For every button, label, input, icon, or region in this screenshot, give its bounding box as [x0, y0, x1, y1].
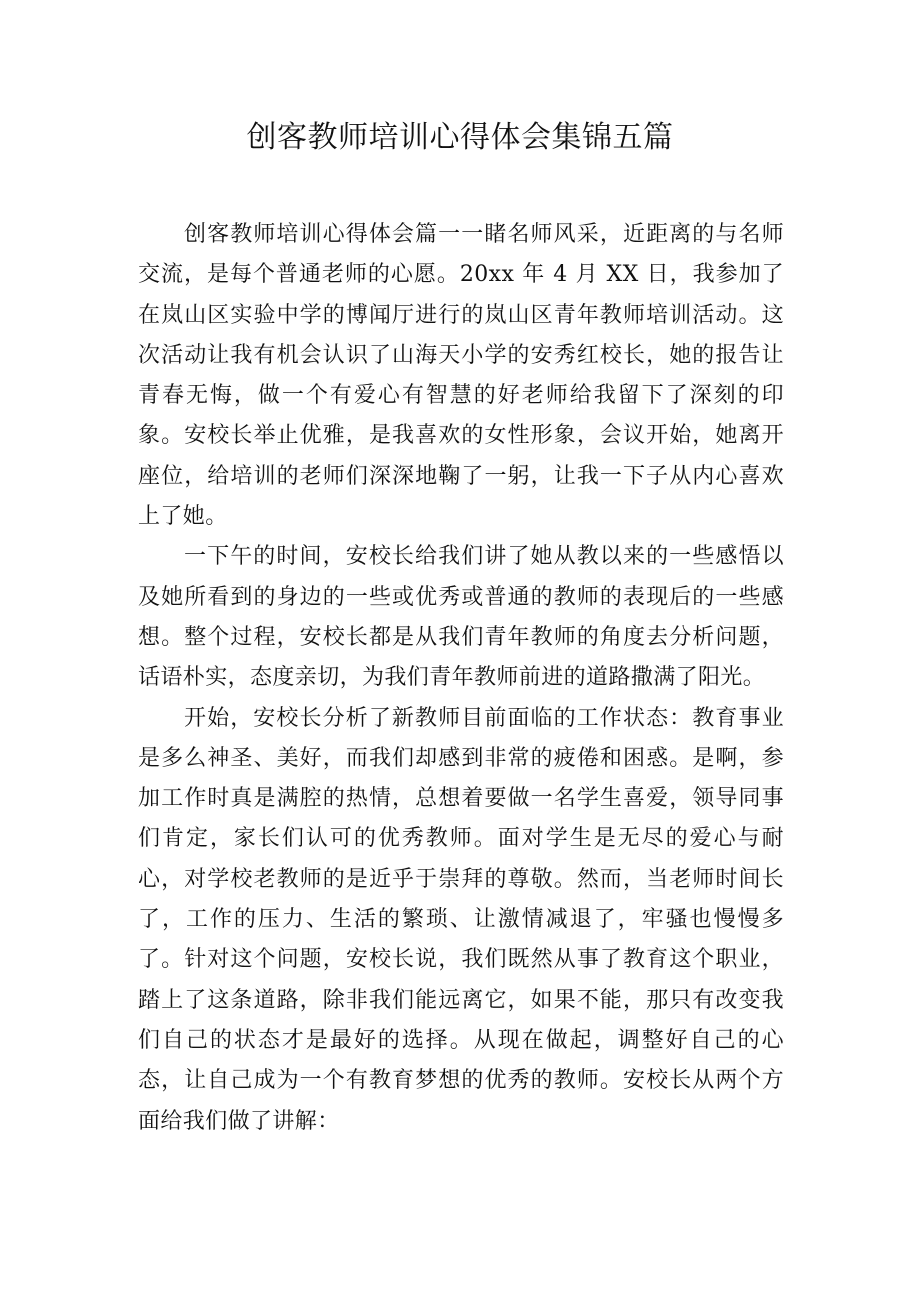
paragraph-1: 创客教师培训心得体会篇一一睹名师风采，近距离的与名师交流，是每个普通老师的心愿。20xx 年 4 月 XX 日，我参加了在岚山区实验中学的博闻厅进行的岚山区青年教师培训活动。这次活动让我有机会认识了山海天小学的安秀红校长，她的报告让青春无悔，做一个有爱心有智慧的好老师给我留下了深刻的印象。安校长举止优雅，是我喜欢的女性形象，会议开始，她离开座位，给培训的老师们深深地鞠了一躬，让我一下子从内心喜欢上了她。 [138, 222, 784, 530]
document-title: 创客教师培训心得体会集锦五篇 [246, 120, 674, 155]
paragraph-2: 一下午的时间，安校长给我们讲了她从教以来的一些感悟以及她所看到的身边的一些或优秀或普通的教师的表现后的一些感想。整个过程，安校长都是从我们青年教师的角度去分析问题，话语朴实，态度亲切，为我们青年教师前进的道路撒满了阳光。 [138, 544, 784, 691]
paragraph-3: 开始，安校长分析了新教师目前面临的工作状态：教育事业是多么神圣、美好，而我们却感到非常的疲倦和困惑。是啊，参加工作时真是满腔的热情，总想着要做一名学生喜爱，领导同事们肯定，家长们认可的优秀教师。面对学生是无尽的爱心与耐心，对学校老教师的是近乎于崇拜的尊敬。然而，当老师时间长了，工作的压力、生活的繁琐、让激情减退了，牢骚也慢慢多了。针对这个问题，安校长说，我们既然从事了教育这个职业，踏上了这条道路，除非我们能远离它，如果不能，那只有改变我们自己的状态才是最好的选择。从现在做起，调整好自己的心态，让自己成为一个有教育梦想的优秀的教师。安校长从两个方面给我们做了讲解： [138, 705, 784, 1134]
document-body [138, 215, 784, 1142]
